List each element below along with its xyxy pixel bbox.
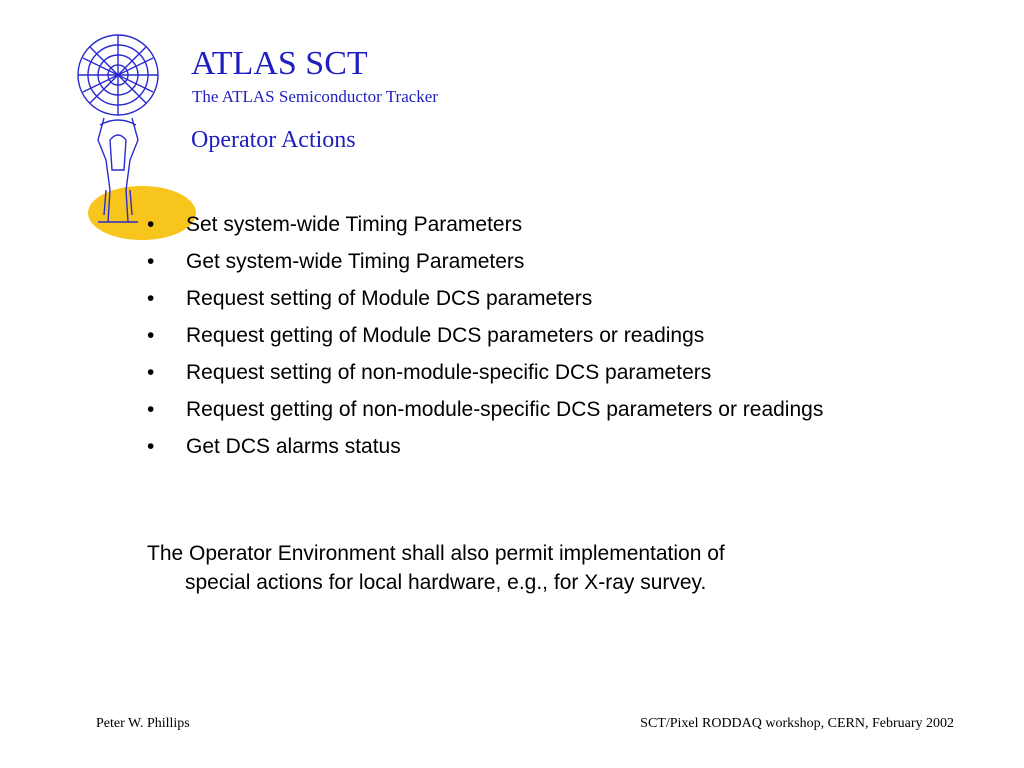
page-subtitle: The ATLAS Semiconductor Tracker bbox=[192, 87, 438, 106]
bullet-list bbox=[147, 211, 907, 470]
bullet-icon: • bbox=[147, 287, 155, 310]
list-item: • Set system-wide Timing Parameters bbox=[147, 213, 523, 236]
footer-event: SCT/Pixel RODDAQ workshop, CERN, February 2002 bbox=[640, 716, 954, 731]
list-item: • Get DCS alarms status bbox=[147, 435, 401, 458]
bullet-icon: • bbox=[147, 213, 155, 236]
page-title: ATLAS SCT bbox=[191, 45, 368, 82]
section-heading: Operator Actions bbox=[191, 127, 356, 153]
note-line-1: The Operator Environment shall also permit implementation of bbox=[147, 542, 725, 565]
list-item: • Request setting of Module DCS parameters bbox=[147, 287, 593, 310]
bullet-icon: • bbox=[147, 361, 155, 384]
note-paragraph bbox=[147, 539, 945, 597]
list-item: • Get system-wide Timing Parameters bbox=[147, 250, 525, 273]
bullet-icon: • bbox=[147, 324, 155, 347]
list-item: • Request getting of non-module-specific DCS parameters or readings bbox=[147, 398, 824, 421]
bullet-icon: • bbox=[147, 398, 155, 421]
bullet-icon: • bbox=[147, 435, 155, 458]
list-item: • Request getting of Module DCS parameters or readings bbox=[147, 324, 705, 347]
bullet-icon: • bbox=[147, 250, 155, 273]
list-item: • Request setting of non-module-specific DCS parameters bbox=[147, 361, 712, 384]
footer-author: Peter W. Phillips bbox=[96, 716, 190, 731]
note-line-2: special actions for local hardware, e.g., for X-ray survey. bbox=[185, 571, 707, 594]
